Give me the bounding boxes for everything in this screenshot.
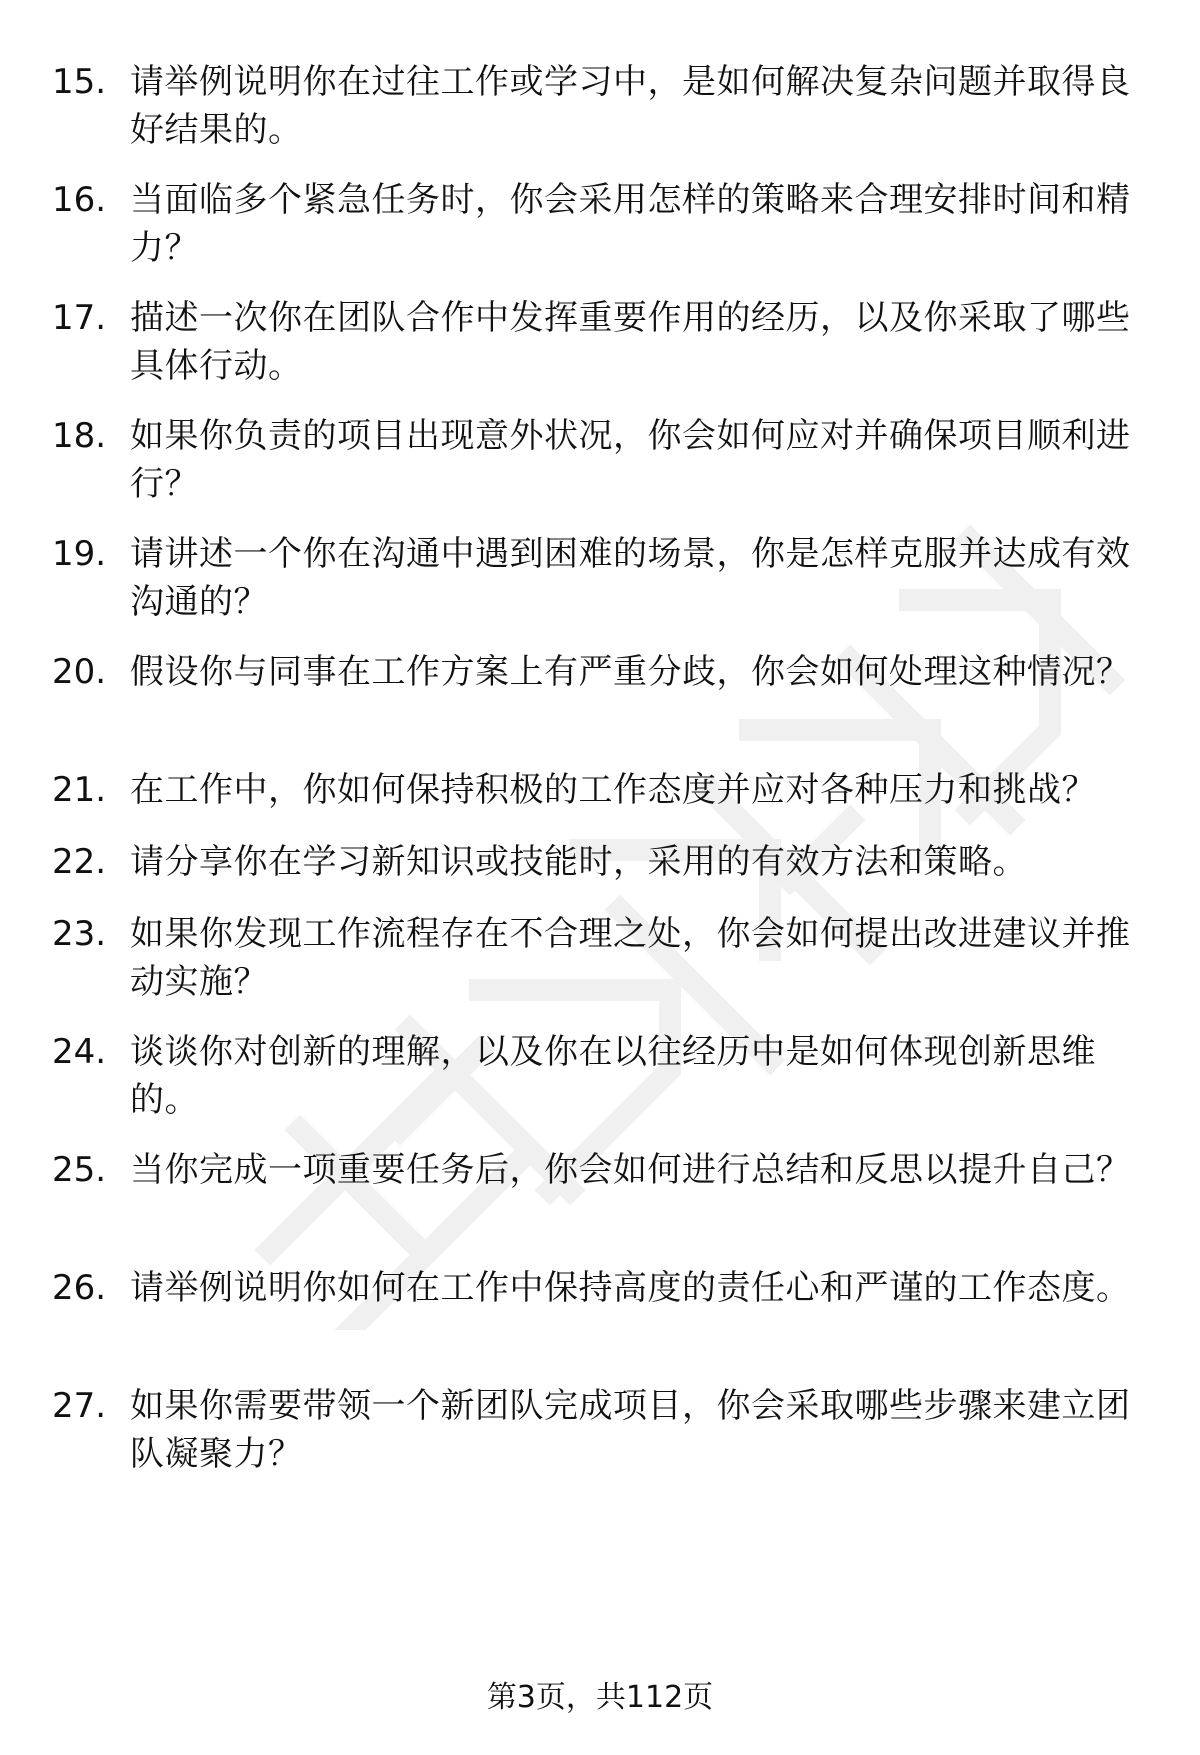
question-number: 16. <box>52 180 107 220</box>
question-number: 18. <box>52 416 107 456</box>
question-text: 请分享你在学习新知识或技能时，采用的有效方法和策略。 <box>130 842 1027 882</box>
question-text: 假设你与同事在工作方案上有严重分歧，你会如何处理这种情况？ <box>130 652 1131 692</box>
question-number: 23. <box>52 914 107 954</box>
question-text: 请讲述一个你在沟通中遇到困难的场景，你是怎样克服并达成有效沟通的？ <box>130 534 1131 622</box>
question-number: 22. <box>52 842 107 882</box>
question-text: 描述一次你在团队合作中发挥重要作用的经历，以及你采取了哪些具体行动。 <box>130 298 1131 386</box>
question-text: 当你完成一项重要任务后，你会如何进行总结和反思以提升自己？ <box>130 1150 1131 1190</box>
question-number: 20. <box>52 652 107 692</box>
question-number: 24. <box>52 1032 107 1072</box>
question-number: 15. <box>52 62 107 102</box>
question-number: 19. <box>52 534 107 574</box>
question-text: 请举例说明你在过往工作或学习中，是如何解决复杂问题并取得良好结果的。 <box>130 62 1131 150</box>
question-number: 26. <box>52 1268 107 1308</box>
question-text: 如果你负责的项目出现意外状况，你会如何应对并确保项目顺利进行？ <box>130 416 1131 504</box>
question-text: 如果你需要带领一个新团队完成项目，你会采取哪些步骤来建立团队凝聚力？ <box>130 1386 1131 1474</box>
question-number: 27. <box>52 1386 107 1426</box>
question-text: 请举例说明你如何在工作中保持高度的责任心和严谨的工作态度。 <box>130 1268 1131 1308</box>
question-text: 在工作中，你如何保持积极的工作态度并应对各种压力和挑战？ <box>130 770 1096 810</box>
question-number: 17. <box>52 298 107 338</box>
page-number-footer: 第3页，共112页 <box>486 1680 714 1715</box>
question-number: 21. <box>52 770 107 810</box>
question-number: 25. <box>52 1150 107 1190</box>
question-text: 当面临多个紧急任务时，你会采用怎样的策略来合理安排时间和精力？ <box>130 180 1131 268</box>
question-text: 如果你发现工作流程存在不合理之处，你会如何提出改进建议并推动实施？ <box>130 914 1131 1002</box>
question-text: 谈谈你对创新的理解，以及你在以往经历中是如何体现创新思维的。 <box>130 1032 1096 1120</box>
